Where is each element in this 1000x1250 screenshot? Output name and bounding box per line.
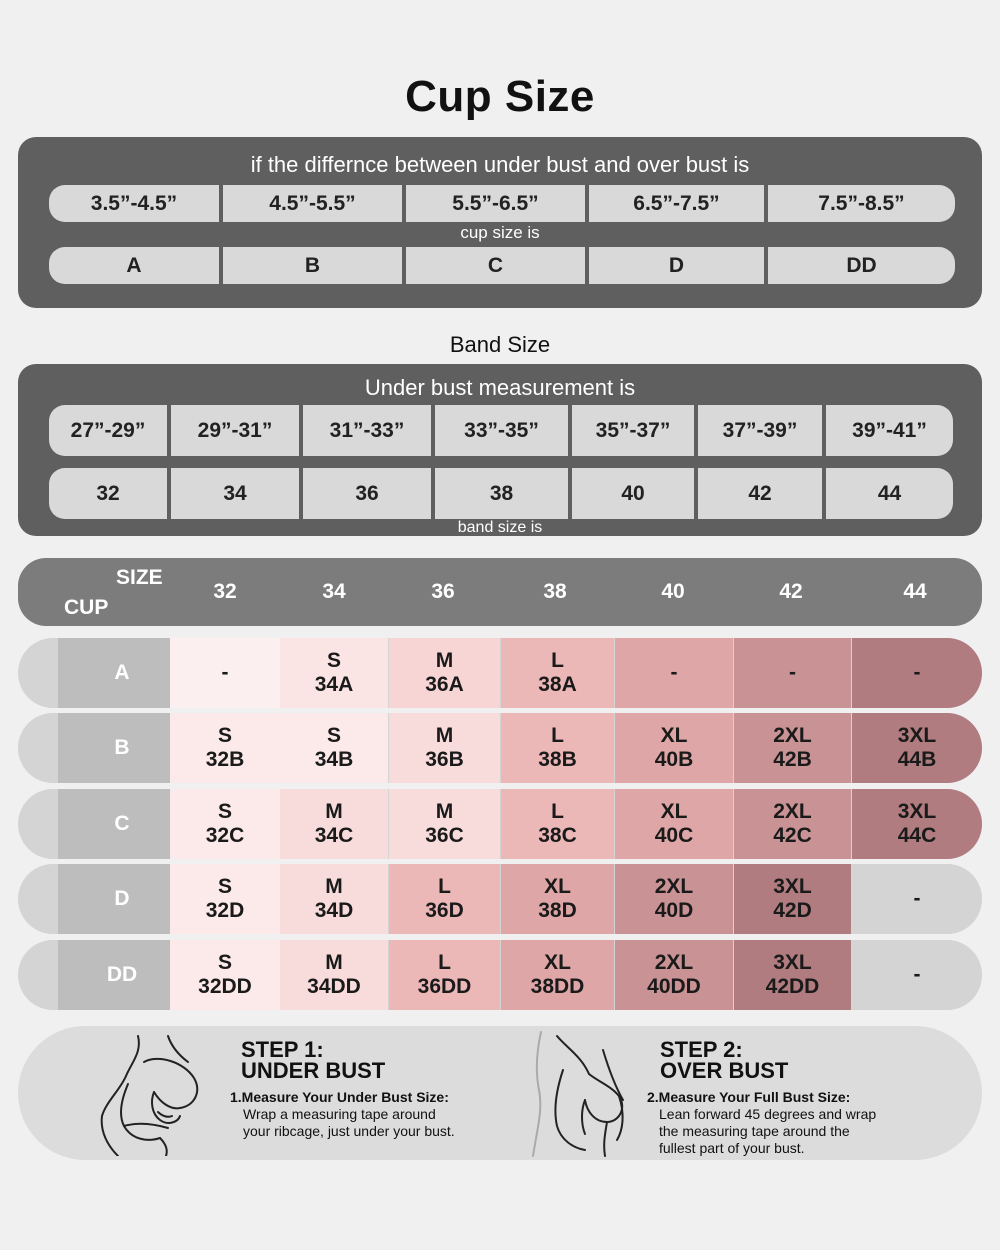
size-cell [615,638,733,708]
cup-letter-cell: DD [768,247,955,284]
band-range-cell: 39”-41” [826,405,953,456]
size-cell-label: S [217,800,232,823]
header-band-32: 32 [213,580,237,603]
size-cell [389,864,500,934]
size-cell-label: XL [544,875,571,898]
size-cell [170,940,280,1010]
cup-panel-caption: if the differnce between under bust and over bust is [250,152,750,177]
size-cell [852,638,982,708]
size-cell-code: 34DD [307,975,361,998]
band-number-cell: 32 [49,468,167,519]
size-cell-code: 40C [654,824,694,847]
band-result-caption: band size is [457,519,543,536]
size-cell [280,864,388,934]
size-cell [734,789,851,859]
size-row-d [18,864,982,934]
header-band-38: 38 [543,580,567,603]
size-cell [280,940,388,1010]
step2-title-line2: OVER BUST [660,1058,789,1083]
size-cell-code: 40B [654,748,694,771]
size-cell-label: - [913,963,921,986]
size-cell-code: 34C [314,824,354,847]
size-cell-code: 42C [773,824,812,847]
step2-subtitle: 2.Measure Your Full Bust Size: [647,1089,851,1105]
band-range-cell: 29”-31” [171,405,299,456]
size-cell [170,713,280,783]
cup-letter-cell: C [406,247,585,284]
size-cell-label: S [217,951,232,974]
cup-letter-cell: A [49,247,219,284]
size-cell [280,713,388,783]
size-cell [389,940,500,1010]
size-cell-label: 3XL [897,724,937,747]
band-range-cell: 37”-39” [698,405,822,456]
size-row-a [18,638,982,708]
band-size-title: Band Size [449,332,551,357]
size-cell [170,864,280,934]
band-range-cell: 31”-33” [303,405,431,456]
cup-range-cell: 6.5”-7.5” [589,185,764,222]
size-cell-code: 34A [314,673,354,696]
cup-range-cell: 4.5”-5.5” [223,185,402,222]
band-range-cell: 33”-35” [435,405,568,456]
size-row-cup-label: D [58,864,186,934]
band-range-cell: 35”-37” [572,405,694,456]
step1-title-line1: STEP 1: [241,1037,324,1062]
cup-range-cell: 3.5”-4.5” [49,185,219,222]
band-number-cell: 36 [303,468,431,519]
size-cell-label: - [913,661,921,684]
band-number-cell: 40 [572,468,694,519]
size-cell [170,789,280,859]
step2-body-line3: fullest part of your bust. [659,1140,805,1156]
size-cell-code: 32C [205,824,245,847]
size-cell-label: M [435,800,454,823]
size-cell-label: XL [660,724,688,747]
size-cell [852,789,982,859]
size-cell-label: 2XL [654,951,694,974]
size-cell-label: 2XL [654,875,694,898]
size-cell-code: 38C [538,824,577,847]
header-band-34: 34 [322,580,346,603]
size-cell [852,940,982,1010]
size-cell [389,789,500,859]
size-cell-code: 42DD [765,975,820,998]
size-row-cup-label: C [58,789,186,859]
size-row-cup-label: B [58,713,186,783]
size-cell-code: 44B [897,748,937,771]
size-cell-code: 38D [538,899,577,922]
size-cell-label: L [438,875,451,898]
size-cell-code: 34D [314,899,354,922]
size-cell-label: XL [544,951,571,974]
size-cell-label: M [435,649,454,672]
step1-subtitle: 1.Measure Your Under Bust Size: [230,1089,449,1105]
size-row-dd [18,940,982,1010]
size-cell-label: M [435,724,454,747]
size-cell-label: 3XL [773,875,812,898]
size-cell [615,864,733,934]
size-cell [280,638,388,708]
size-cell-label: L [551,724,564,747]
size-cell-label: S [326,649,341,672]
size-cell-code: 34B [314,748,354,771]
band-number-cell: 42 [698,468,822,519]
size-cell-code: 36B [425,748,464,771]
size-cell-code: 32D [205,899,245,922]
size-cell [280,789,388,859]
band-number-cell: 44 [826,468,953,519]
size-row-c [18,789,982,859]
cup-range-cell: 5.5”-6.5” [406,185,585,222]
band-number-cell: 34 [171,468,299,519]
step1-title-line2: UNDER BUST [241,1058,386,1083]
size-cell-label: - [221,661,229,684]
size-cell-code: 40DD [647,975,701,998]
cup-letter-cell: D [589,247,764,284]
cup-result-caption: cup size is [460,223,540,242]
size-cell [501,789,614,859]
size-cell-label: M [325,875,343,898]
band-range-cell: 27”-29” [49,405,167,456]
size-cell-code: 36DD [417,975,472,998]
cup-letter-row [49,247,955,284]
header-band-40: 40 [661,580,685,603]
size-cell-label: XL [660,800,688,823]
size-cell-code: 32DD [198,975,252,998]
size-cell [501,638,614,708]
page-title: Cup Size [405,72,595,121]
size-cell-code: 32B [205,748,245,771]
size-row-cup-label: DD [58,940,186,1010]
size-cell-label: 2XL [773,800,812,823]
size-row-b [18,713,982,783]
size-cell-label: L [551,649,564,672]
size-cell-code: 42D [773,899,812,922]
size-cell-label: - [789,661,796,684]
size-cell [501,864,614,934]
size-cell-code: 40D [654,899,694,922]
size-row-cup-label: A [58,638,186,708]
size-cell-label: - [913,887,921,910]
size-cell-label: S [217,724,232,747]
size-cell-code: 44C [897,824,937,847]
band-number-row [49,468,953,519]
size-cell-label: 2XL [773,724,812,747]
band-number-cell: 38 [435,468,568,519]
size-cell-label: M [325,800,343,823]
step1-body-line2: your ribcage, just under your bust. [243,1123,455,1139]
size-cell-code: 38B [538,748,577,771]
size-cell-label: L [551,800,564,823]
size-cell [852,713,982,783]
size-cell [734,713,851,783]
size-cell-code: 36D [425,899,464,922]
band-size-panel [18,364,982,536]
step2-body-line1: Lean forward 45 degrees and wrap [659,1106,877,1122]
band-range-row [49,405,953,456]
step1-body-line1: Wrap a measuring tape around [243,1106,436,1122]
cup-letter-cell: B [223,247,402,284]
size-table-header [18,558,982,626]
size-cell-label: - [670,661,678,684]
size-cell-code: 36A [425,673,464,696]
step2-title-line1: STEP 2: [660,1037,743,1062]
band-panel-caption: Under bust measurement is [364,375,636,400]
size-cell [501,713,614,783]
size-cell [501,940,614,1010]
header-band-36: 36 [431,580,455,603]
under-bust-figure-icon [98,1032,218,1156]
size-cell [734,940,851,1010]
size-cell [615,713,733,783]
size-cell [170,638,280,708]
over-bust-figure-icon [523,1030,643,1158]
size-cell-label: 3XL [897,800,937,823]
size-cell [389,638,500,708]
size-cell [615,940,733,1010]
size-cell-label: 3XL [773,951,812,974]
size-cell-code: 36C [425,824,464,847]
cup-range-cell: 7.5”-8.5” [768,185,955,222]
size-cell-code: 38A [538,673,577,696]
size-cell-label: M [325,951,343,974]
header-band-44: 44 [903,580,927,603]
header-band-42: 42 [779,580,803,603]
size-cell-code: 38DD [530,975,585,998]
size-cell [852,864,982,934]
header-size-label: SIZE [116,566,163,589]
size-cell [734,864,851,934]
size-cell [389,713,500,783]
size-cell-code: 42B [773,748,812,771]
size-cell-label: S [217,875,232,898]
cup-size-panel [18,137,982,308]
size-cell-label: L [438,951,451,974]
size-cell [615,789,733,859]
measuring-steps-panel [18,1026,982,1160]
size-cell-label: S [326,724,341,747]
step2-body-line2: the measuring tape around the [659,1123,850,1139]
size-cell [734,638,851,708]
cup-range-row [49,185,955,222]
header-cup-label: CUP [64,596,109,619]
